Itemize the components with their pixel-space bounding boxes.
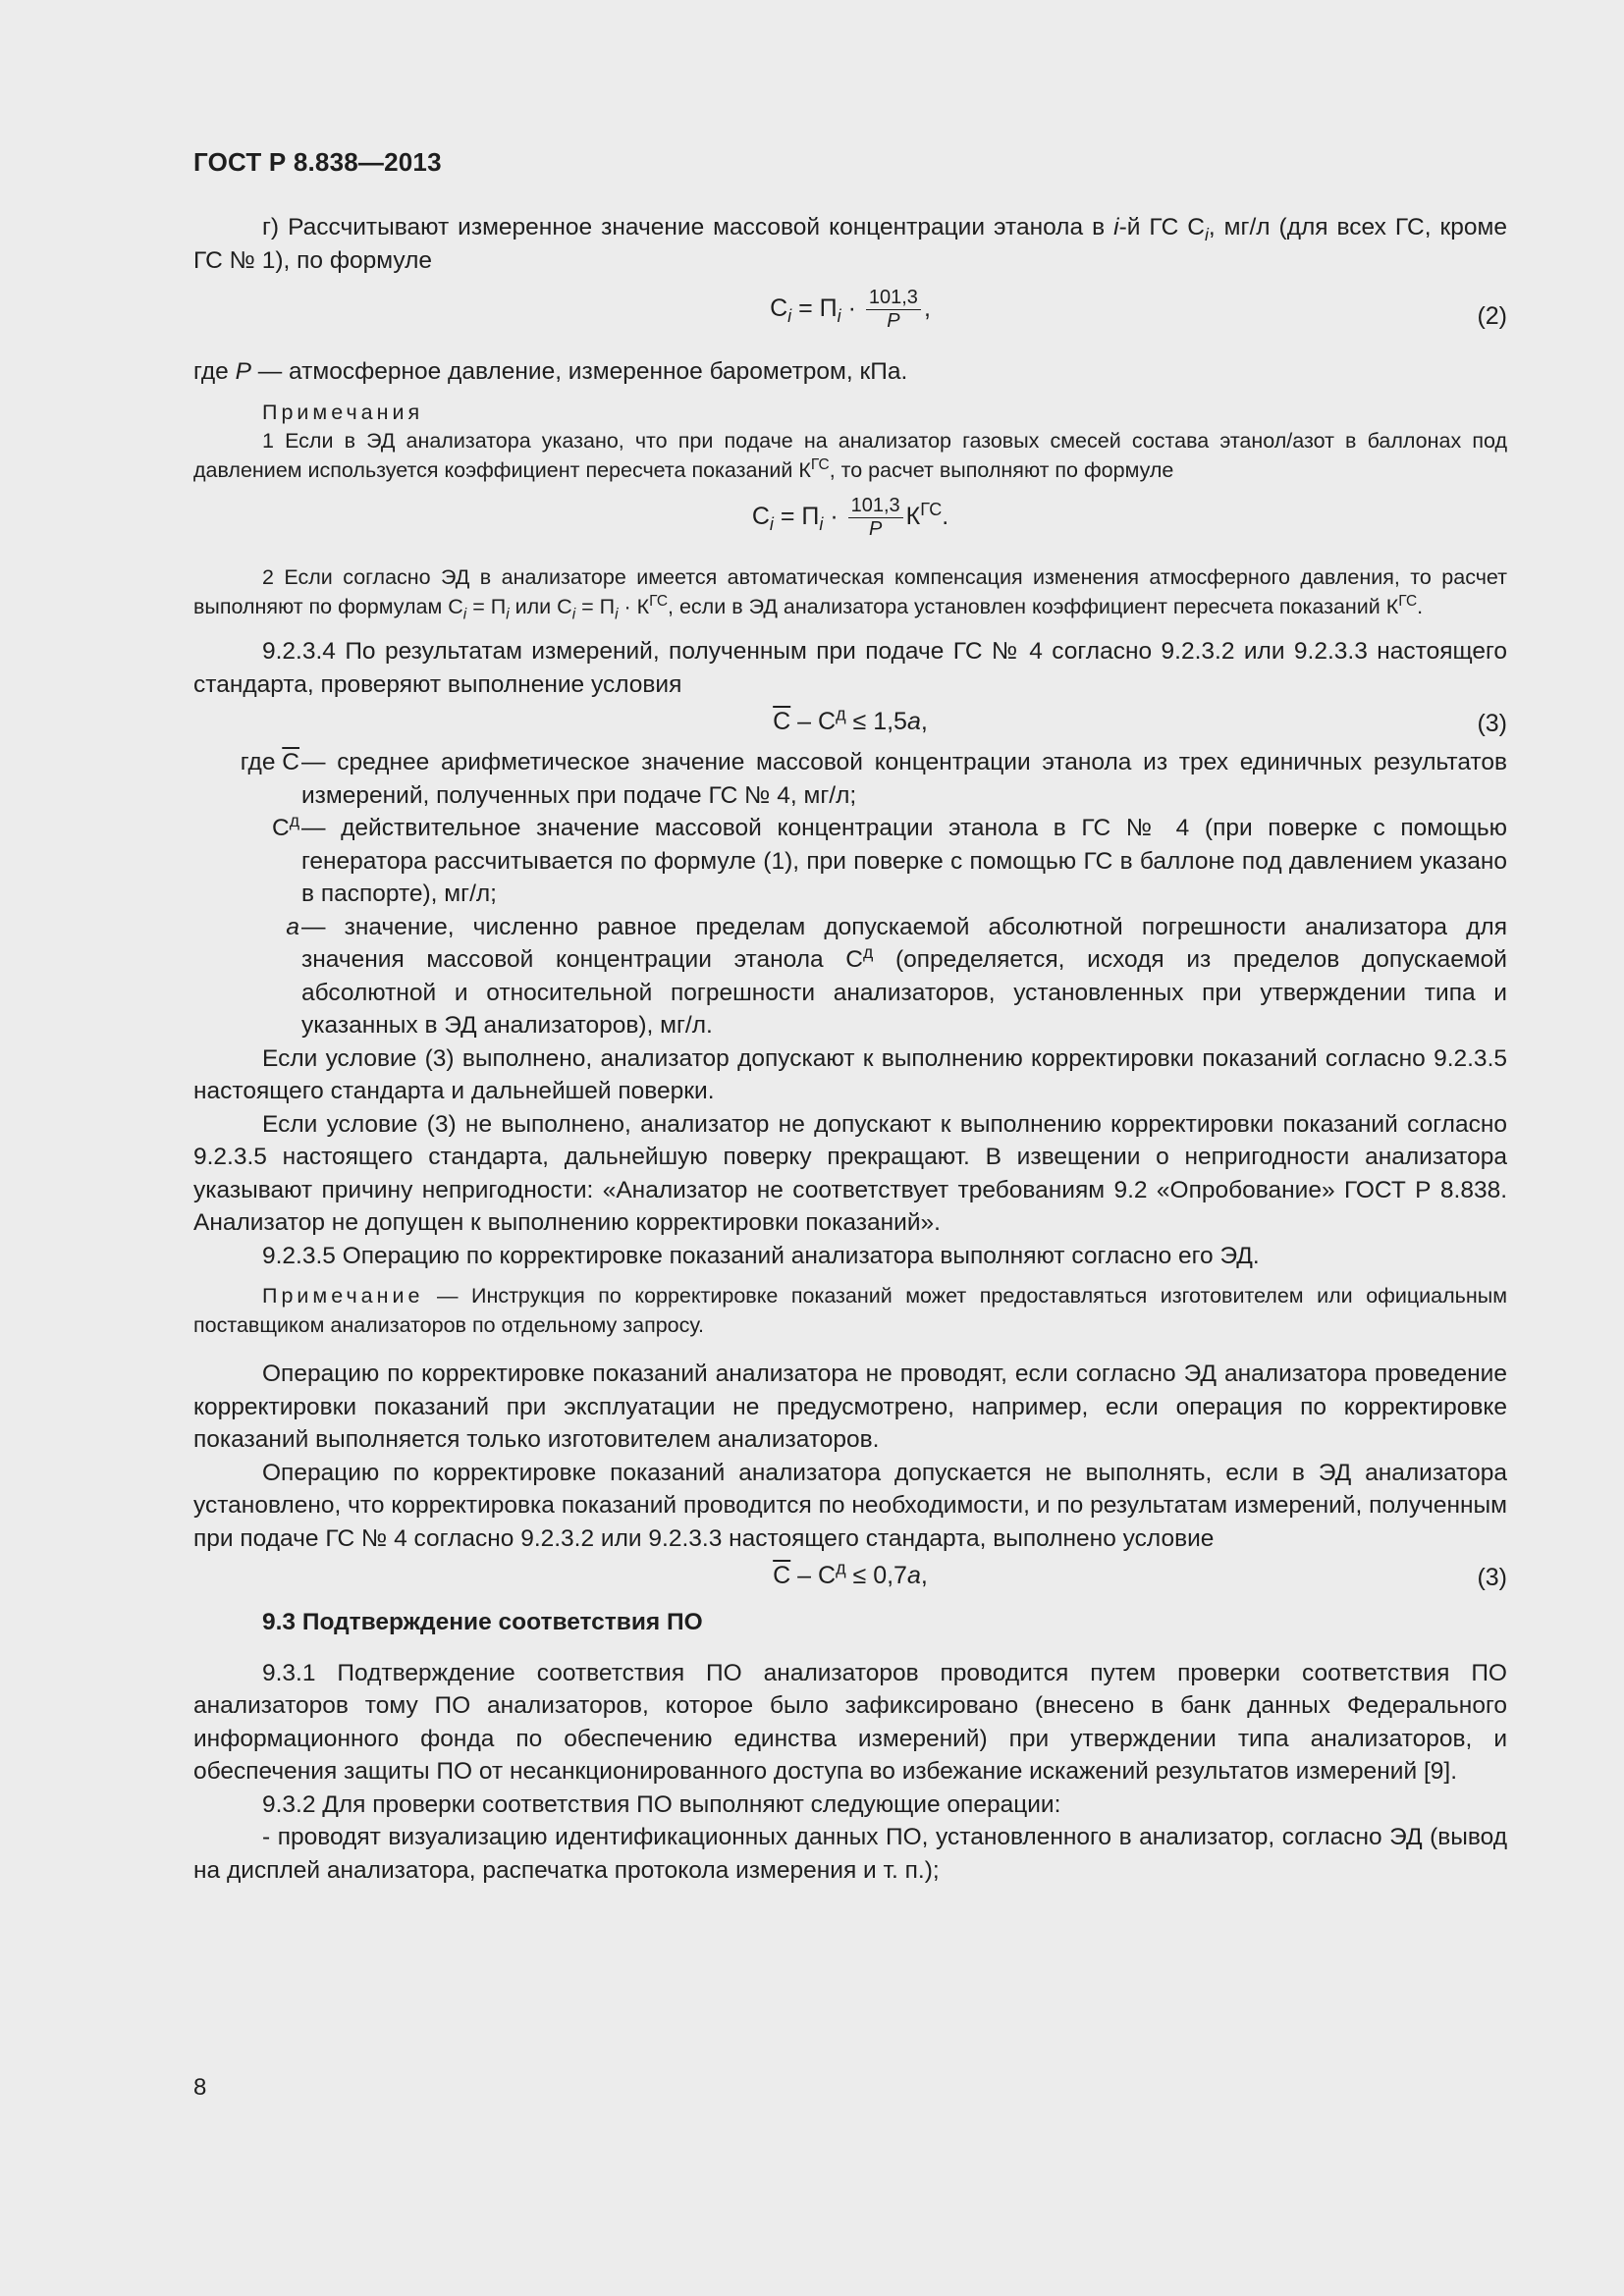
notes-title: Примечания [262, 400, 424, 424]
paragraph-9-3-1: 9.3.1 Подтверждение соответствия ПО анализаторов проводится путем проверки соответствия ПО анализаторов тому ПО анализаторов, которое было зафиксировано (внесено в банк данных Федерального информационного фонда по обеспечению единства измерений) при утверждении типа анализаторов, и обеспечения защиты ПО от несанкционированного доступа во избежание искажений результатов измерений [9]. [193, 1659, 1507, 1785]
paragraph-operation-1: Операцию по корректировке показаний анализатора не проводят, если согласно ЭД анализатора проведение корректировки показаний при эксплуатации не предусмотрено, например, если операция по корректировке показаний выполняется только изготовителем анализаторов. [193, 1361, 1507, 1453]
formula-2: $С_i = П_i$ · $\frac{101,3}{P}$ , (2) [770, 287, 1507, 332]
paragraph-9-2-3-5: 9.2.3.5 Операцию по корректировке показаний анализатора выполняют согласно его ЭД. [262, 1242, 1260, 1269]
where-list-item-a: a — значение, численно равное пределам допускаемой абсолютной погрешности анализатора для значения массовой концентрации этанола $С^д$ (определяется, исходя из пределов допускаемой абсолютной и относительной погрешности анализаторов, установленных при утверждении типа и указанных в ЭД анализаторов), мг/л. [286, 913, 1507, 1039]
page-number: 8 [193, 2074, 207, 2101]
where-list-item-mean: где С — среднее арифметическое значение массовой концентрации этанола из трех единичных результатов измерений, полученных при подаче ГС № 4, мг/л; [240, 749, 1507, 809]
note-2: 2 Если согласно ЭД в анализаторе имеется автоматическая компенсация изменения атмосферного давления, то расчет выполняют по формулам $С_i = П_i$ или $С_i = П_i \cdot К^{ГС}$, если в ЭД анализатора установлен коэффициент пересчета показаний $К^{ГС}$. [193, 565, 1507, 622]
section-heading-9-3: 9.3 Подтверждение соответствия ПО [262, 1609, 703, 1635]
paragraph-operation-2: Операцию по корректировке показаний анализатора допускается не выполнять, если в ЭД анализатора установлено, что корректировка показаний проводится по необходимости, и по результатам измерений, полученным при подаче ГС № 4 согласно 9.2.3.2 или 9.2.3.3 настоящего стандарта, выполнено условие [193, 1459, 1507, 1552]
document-header: ГОСТ Р 8.838—2013 [193, 147, 442, 177]
paragraph-if-not: Если условие (3) не выполнено, анализатор не допускают к выполнению корректировки показаний согласно 9.2.3.5 настоящего стандарта, дальнейшую поверку прекращают. В извещении о непригодности анализатора указывают причину непригодности: «Анализатор не соответствует требованиям 9.2 «Опробование» ГОСТ Р 8.838. Анализатор не допущен к выполнению корректировки показаний». [193, 1110, 1507, 1236]
where-list-item-actual: $С^д$ — действительное значение массовой концентрации этанола в ГС № 4 (при поверке с помощью генератора рассчитывается по формуле (1), при поверке с помощью ГС в баллоне под давлением указано в паспорте), мг/л; [272, 810, 1507, 907]
formula-3b: $С - С^д \le 0,7a$, (3) [193, 1559, 1507, 1596]
page-content [193, 147, 1507, 1887]
equation-number: (3) [1477, 710, 1507, 737]
equation-number: (2) [1477, 302, 1507, 330]
paragraph-item-g: г) Рассчитывают измеренное значение массовой концентрации этанола в i-й ГС $С_i$, мг/л (для всех ГС, кроме ГС № 1), по формуле [193, 214, 1507, 274]
list-item-visualization: - проводят визуализацию идентификационных данных ПО, установленного в анализатор, согласно ЭД (вывод на дисплей анализатора, распечатка протокола измерения и т. п.); [193, 1824, 1507, 1884]
paragraph-9-2-3-4: 9.2.3.4 По результатам измерений, полученным при подаче ГС № 4 согласно 9.2.3.2 или 9.2.3.3 настоящего стандарта, проверяют выполнение условия [193, 638, 1507, 698]
formula-3a: $С - С^д \le 1,5a$, (3) [193, 705, 1507, 742]
equation-number: (3) [1477, 1564, 1507, 1591]
fraction: $\frac{101,3}{P}$ [866, 287, 921, 333]
paragraph-9-3-2: 9.3.2 Для проверки соответствия ПО выполняют следующие операции: [262, 1790, 1061, 1818]
note-1: 1 Если в ЭД анализатора указано, что при подаче на анализатор газовых смесей состава этанол/азот в баллонах под давлением используется коэффициент пересчета показаний $К^{ГС}$, то расчет выполняют по формуле [193, 429, 1507, 482]
fraction: $\frac{101,3}{P}$ [848, 495, 903, 541]
formula-note-1: $С_i = П_i$ · $\frac{101,3}{P}$ $К^{ГС}$. [751, 495, 949, 540]
note-correction: Примечание — Инструкция по корректировке показаний может предоставляться изготовителем или официальным поставщиком анализаторов по отдельному запросу. [193, 1284, 1507, 1337]
paragraph-where-p: где P — атмосферное давление, измеренное барометром, кПа. [193, 358, 908, 385]
paragraph-if-ok: Если условие (3) выполнено, анализатор допускают к выполнению корректировки показаний согласно 9.2.3.5 настоящего стандарта и дальнейшей поверки. [193, 1044, 1507, 1104]
